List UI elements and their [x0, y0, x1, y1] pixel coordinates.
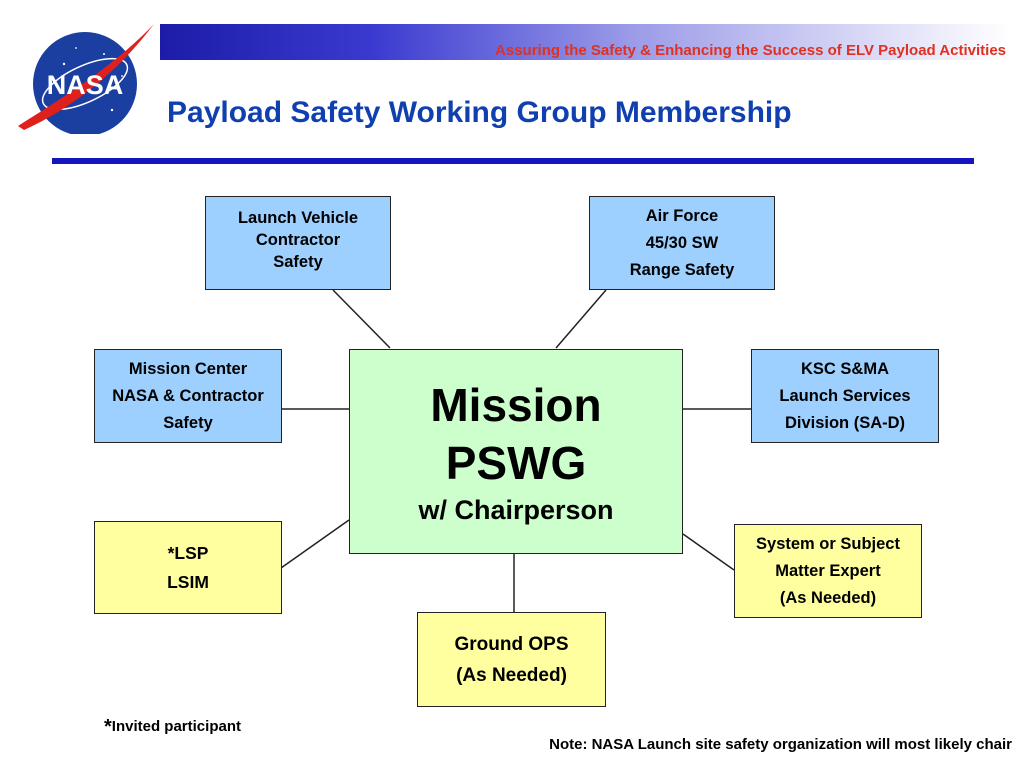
node-mission-center	[94, 349, 282, 443]
nasa-logo-text: NASA	[46, 70, 124, 100]
node-launch-vehicle	[205, 196, 391, 290]
center-subtitle: w/ Chairperson	[418, 494, 614, 525]
node-label: (As Needed)	[456, 664, 567, 686]
node-label: Launch Vehicle	[237, 209, 359, 227]
node-ground-ops	[417, 612, 606, 707]
node-label: KSC S&MA	[800, 359, 889, 378]
footnote-text: Invited participant	[111, 718, 241, 735]
center-title-line2: PSWG	[445, 436, 587, 489]
node-mission-pswg	[349, 349, 683, 554]
node-label: Air Force	[645, 206, 719, 225]
chair-note: Note: NASA Launch site safety organization will most likely chair	[549, 736, 1012, 753]
node-label: Safety	[163, 413, 213, 432]
node-label: LSIM	[167, 571, 209, 592]
connector-air-force	[556, 290, 606, 348]
node-label: Contractor	[255, 231, 341, 249]
node-label: Safety	[273, 253, 323, 271]
node-label: NASA & Contractor	[112, 386, 264, 405]
node-label: 45/30 SW	[645, 233, 719, 252]
node-label: Launch Services	[779, 386, 911, 405]
connector-lsp	[281, 520, 349, 568]
node-label: (As Needed)	[779, 588, 877, 607]
node-air-force	[589, 196, 775, 290]
node-label: *LSP	[167, 542, 209, 563]
node-ksc	[751, 349, 939, 443]
page-title: Payload Safety Working Group Membership	[167, 96, 792, 129]
node-label: Range Safety	[629, 260, 735, 279]
node-label: Division (SA-D)	[784, 413, 906, 432]
node-label: Matter Expert	[775, 561, 881, 580]
footnote-star: *	[104, 716, 112, 738]
center-title-line1: Mission	[430, 378, 602, 431]
node-label: Ground OPS	[454, 633, 569, 655]
footnote	[104, 716, 241, 739]
node-label: System or Subject	[756, 534, 900, 553]
connector-sme	[683, 534, 734, 570]
header-tagline: Assuring the Safety & Enhancing the Success of ELV Payload Activities	[495, 42, 1006, 59]
node-sme	[734, 524, 922, 618]
node-label: Mission Center	[128, 359, 248, 378]
node-lsp	[94, 521, 282, 614]
connector-launch-vehicle	[333, 290, 390, 348]
